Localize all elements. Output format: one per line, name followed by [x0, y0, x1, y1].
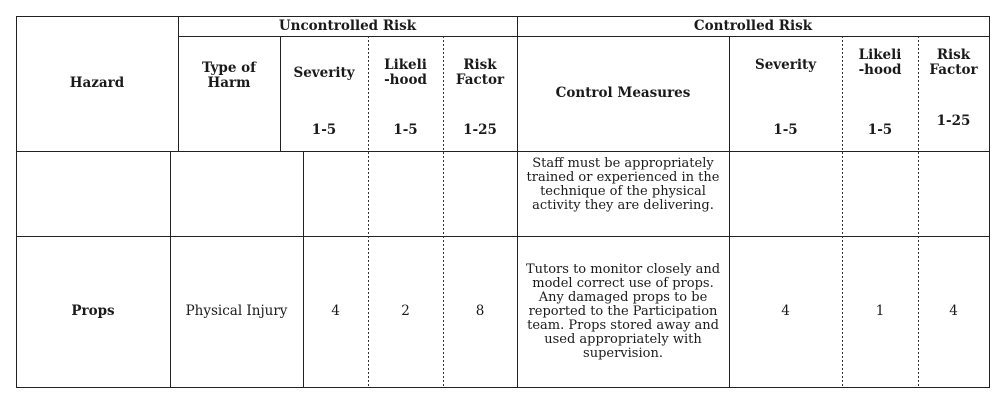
type-of-harm-header: Type of Harm — [202, 60, 256, 91]
row2-control-measures: Tutors to monitor closely and model correct use of props. Any damaged props to be reported to the Participation team. Props stored away and used appropriately with supervision. — [525, 261, 721, 361]
controlled-severity-range: 1-5 — [773, 121, 798, 138]
row2-hazard: Props — [71, 303, 115, 319]
row1-control-measures: Staff must be appropriately trained or experienced in the technique of the physical activity they are delivering. — [526, 156, 720, 213]
controlled-risk-factor-range: 1-25 — [936, 112, 971, 129]
uncontrolled-severity-header: Severity — [293, 64, 355, 81]
controlled-risk-factor-header: Risk Factor — [929, 47, 978, 78]
row2-uncontrolled-likelihood: 2 — [401, 303, 410, 319]
row1-controlled-risk-factor — [918, 151, 989, 236]
uncontrolled-risk-factor-range: 1-25 — [463, 121, 497, 138]
row1-uncontrolled-likelihood — [368, 151, 443, 236]
uncontrolled-risk-header: Uncontrolled Risk — [278, 17, 417, 34]
row2-controlled-risk-factor: 4 — [949, 303, 958, 319]
row2-type-of-harm: Physical Injury — [185, 303, 288, 319]
uncontrolled-severity-range: 1-5 — [311, 121, 337, 138]
control-measures-header: Control Measures — [555, 85, 691, 101]
row1-controlled-likelihood — [842, 151, 918, 236]
uncontrolled-likelihood-range: 1-5 — [393, 121, 418, 138]
row2-uncontrolled-risk-factor: 8 — [475, 303, 485, 319]
row1-uncontrolled-risk-factor — [443, 151, 517, 236]
controlled-likelihood-range: 1-5 — [867, 121, 893, 138]
row1-controlled-severity — [729, 151, 842, 236]
row2-uncontrolled-severity: 4 — [331, 303, 340, 319]
controlled-severity-header: Severity — [754, 56, 817, 73]
row2-controlled-severity: 4 — [781, 303, 790, 319]
row1-type-of-harm — [170, 151, 303, 236]
uncontrolled-risk-factor-header: Risk Factor — [455, 57, 505, 88]
uncontrolled-likelihood-header: Likeli -hood — [384, 57, 427, 88]
hazard-header: Hazard — [69, 75, 125, 91]
controlled-risk-header: Controlled Risk — [693, 17, 813, 34]
controlled-likelihood-header: Likeli -hood — [858, 47, 902, 78]
row1-uncontrolled-severity — [303, 151, 368, 236]
row2-controlled-likelihood: 1 — [875, 303, 885, 319]
row1-hazard — [16, 151, 170, 236]
